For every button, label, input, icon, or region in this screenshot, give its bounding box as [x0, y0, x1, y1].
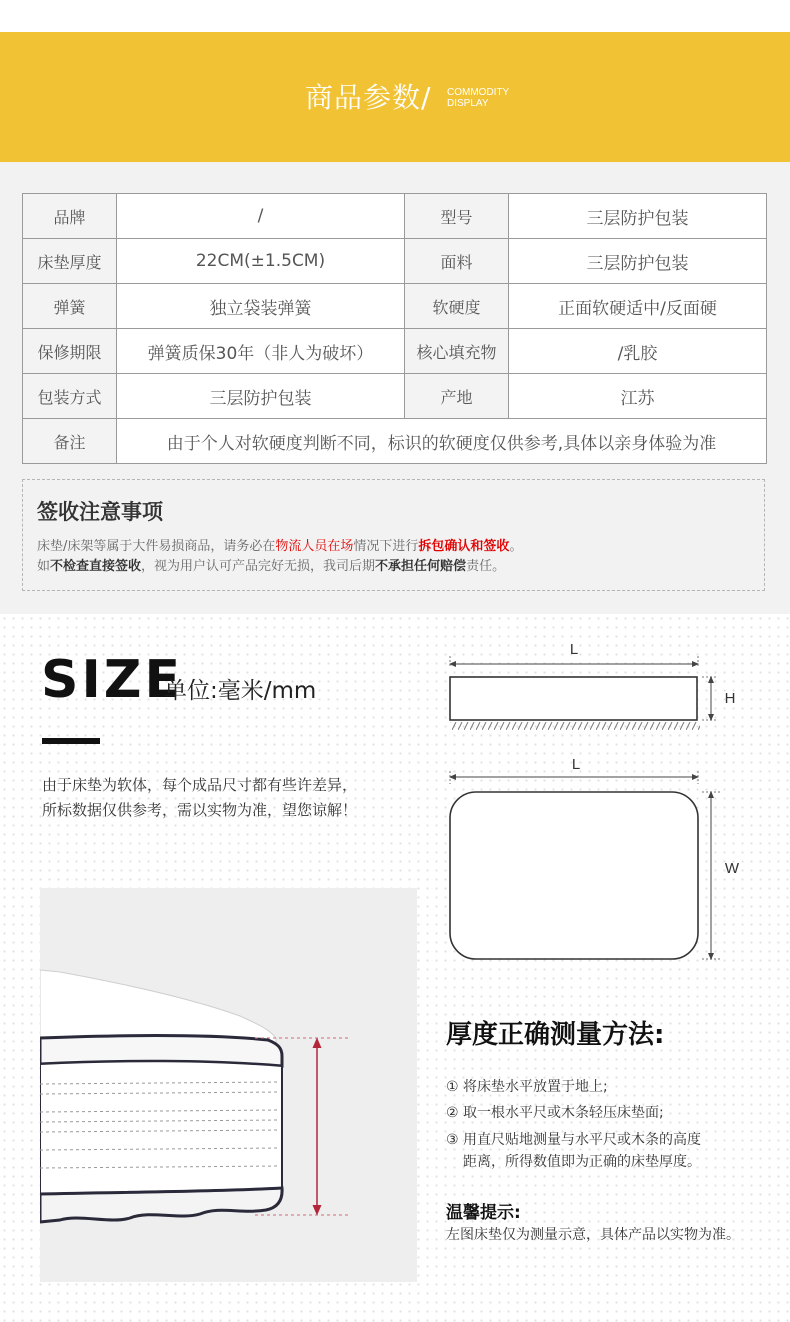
mattress-illustration: [40, 888, 417, 1282]
length-label: L: [571, 756, 581, 773]
method-step-3-cont: 距离，所得数值即为正确的床垫厚度。: [463, 1154, 701, 1170]
param-label: 备注: [23, 419, 117, 464]
param-value: 江苏: [509, 374, 767, 419]
param-value: 独立袋装弹簧: [117, 284, 405, 329]
height-label: H: [724, 690, 736, 707]
param-label: 核心填充物: [405, 329, 509, 374]
mattress-measure-image: [40, 888, 417, 1282]
param-label: 型号: [405, 194, 509, 239]
header-subtitle-line1: COMMODITY: [447, 87, 510, 98]
notice-text: 床垫/床架等属于大件易损商品，请务必在: [37, 539, 276, 554]
notice-line-1: [37, 535, 522, 554]
table-row: [23, 419, 767, 464]
param-label: 床垫厚度: [23, 239, 117, 284]
method-step-3: ③ 用直尺贴地测量与水平尺或木条的高度: [446, 1132, 701, 1148]
param-value: /: [117, 194, 405, 239]
method-title: 厚度正确测量方法:: [446, 1020, 665, 1050]
method-step-1: ① 将床垫水平放置于地上;: [446, 1079, 608, 1095]
param-label: 弹簧: [23, 284, 117, 329]
notice-emphasis: 不检查直接签收: [50, 559, 142, 574]
param-label: 品牌: [23, 194, 117, 239]
table-row: [23, 239, 767, 284]
notice-title: 签收注意事项: [37, 500, 163, 524]
tip-text: 左图床垫仅为测量示意，具体产品以实物为准。: [446, 1227, 740, 1243]
notice-text: 责任。: [466, 559, 506, 574]
param-label: 保修期限: [23, 329, 117, 374]
param-value: /乳胶: [509, 329, 767, 374]
mattress-bottom: [40, 1188, 282, 1222]
length-label: L: [569, 641, 579, 658]
mattress-top: [40, 970, 276, 1043]
param-value: 三层防护包装: [509, 194, 767, 239]
param-value: 22CM(±1.5CM): [117, 239, 405, 284]
size-unit: 单位:毫米/mm: [164, 678, 317, 704]
param-value: 弹簧质保30年（非人为破坏）: [117, 329, 405, 374]
dimension-diagram: [440, 634, 770, 969]
param-label: 面料: [405, 239, 509, 284]
param-label: 包装方式: [23, 374, 117, 419]
table-row: [23, 374, 767, 419]
top-view-diagram: [450, 756, 740, 959]
signing-notice: [22, 479, 765, 591]
heading-underline: [42, 738, 100, 744]
table-row: [23, 194, 767, 239]
width-label: W: [724, 860, 740, 877]
size-note-line2: 所标数据仅供参考，需以实物为准，望您谅解！: [42, 801, 358, 819]
method-step-2: ② 取一根水平尺或木条轻压床垫面;: [446, 1105, 664, 1121]
size-heading: SIZE: [41, 650, 184, 710]
mattress-body: [40, 1061, 282, 1194]
header-subtitle: [447, 87, 509, 109]
notice-text: 。: [509, 539, 523, 554]
mattress-top-shape: [450, 792, 698, 959]
parameter-table: [22, 193, 767, 464]
notice-highlight: 物流人员在场: [275, 539, 354, 554]
param-value: 三层防护包装: [509, 239, 767, 284]
param-note-value: 由于个人对软硬度判断不同，标识的软硬度仅供参考,具体以亲身体验为准: [117, 419, 767, 464]
table-row: [23, 329, 767, 374]
param-value: 三层防护包装: [117, 374, 405, 419]
section-header: [0, 32, 790, 162]
notice-text: 情况下进行: [353, 539, 419, 554]
notice-text: 如: [37, 559, 51, 574]
top-spacer: [0, 0, 790, 32]
notice-text: ，视为用户认可产品完好无损，我司后期: [141, 559, 376, 574]
param-value: 正面软硬适中/反面硬: [509, 284, 767, 329]
header-subtitle-line2: DISPLAY: [447, 98, 489, 109]
tip-title: 温馨提示:: [446, 1203, 521, 1223]
notice-line-2: [37, 555, 505, 574]
floor-hatch: [450, 722, 700, 730]
size-section: [0, 614, 790, 1322]
param-label: 软硬度: [405, 284, 509, 329]
header-title: 商品参数/: [305, 81, 432, 114]
notice-emphasis: 不承担任何赔偿: [375, 559, 467, 574]
mattress-side-shape: [450, 677, 697, 720]
side-view-diagram: [450, 641, 735, 730]
param-label: 产地: [405, 374, 509, 419]
table-row: [23, 284, 767, 329]
size-note-line1: 由于床垫为软体，每个成品尺寸都有些许差异，: [42, 776, 358, 794]
notice-highlight: 拆包确认和签收: [418, 539, 510, 554]
